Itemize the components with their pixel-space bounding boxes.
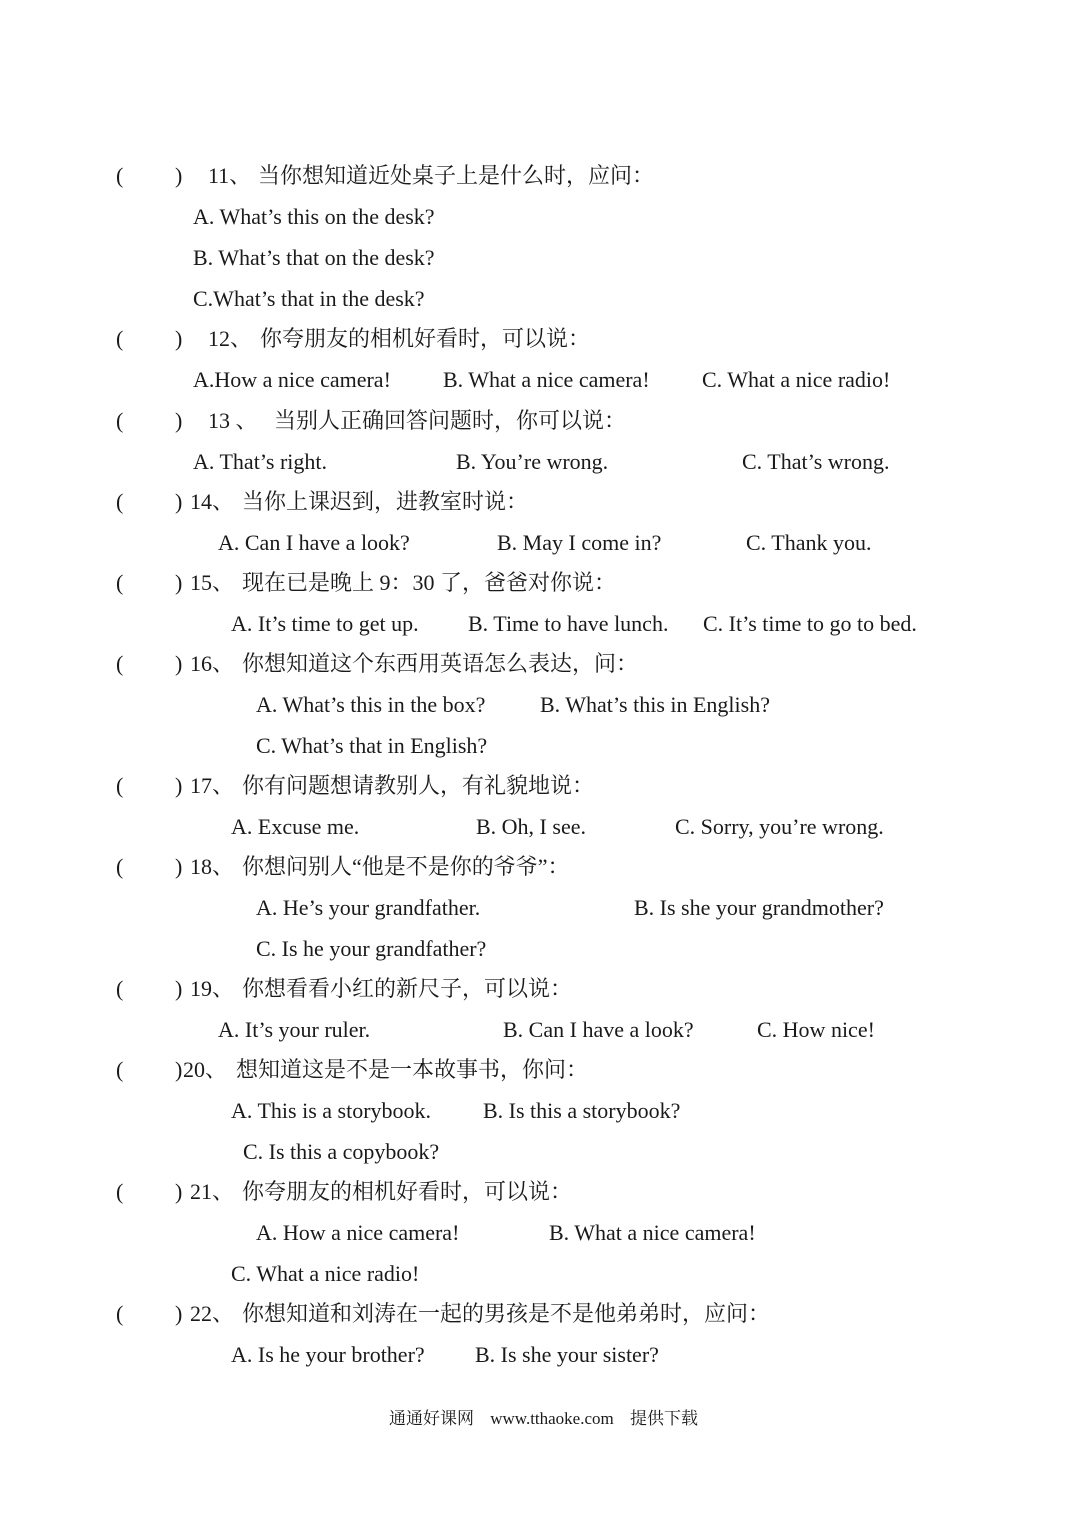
answer-paren-open: (: [116, 326, 124, 351]
answer-paren-close: ): [175, 408, 183, 433]
answer-paren-open: (: [116, 570, 124, 595]
answer-paren-open: (: [116, 1057, 124, 1082]
answer-paren-open: (: [116, 408, 124, 433]
option-b: B. What’s this in English?: [540, 692, 770, 717]
footer-suffix: 提供下载: [630, 1409, 699, 1428]
question-number: 14、: [190, 489, 235, 514]
option-a: A. It’s time to get up.: [231, 611, 419, 636]
option-b: B. Oh, I see.: [476, 814, 586, 839]
question-number: 11、: [208, 163, 252, 188]
question-number: 21、: [190, 1179, 235, 1204]
option-b: B. Can I have a look?: [503, 1017, 694, 1042]
question-number: 15、: [190, 570, 235, 595]
answer-paren-open: (: [116, 1301, 124, 1326]
question-prompt: 当你上课迟到，进教室时说：: [242, 489, 529, 514]
option-b: B. What a nice camera!: [443, 367, 650, 392]
option-c: C. What a nice radio!: [231, 1261, 420, 1286]
question-number: 18、: [190, 854, 235, 879]
option-a: A. Can I have a look?: [218, 530, 410, 555]
question-number: 17、: [190, 773, 235, 798]
question-prompt: 当你想知道近处桌子上是什么时，应问：: [258, 163, 655, 188]
option-b: B. Is this a storybook?: [483, 1098, 681, 1123]
answer-paren-close: ): [175, 326, 183, 351]
question-prompt: 你想看看小红的新尺子，可以说：: [242, 976, 573, 1001]
answer-paren-close: ): [175, 854, 183, 879]
option-c: C. It’s time to go to bed.: [703, 611, 917, 636]
option-c: C. How nice!: [757, 1017, 875, 1042]
option-a: A. It’s your ruler.: [218, 1017, 371, 1042]
question-prompt: 想知道这是不是一本故事书，你问：: [236, 1057, 589, 1082]
option-a: A. What’s this in the box?: [256, 692, 486, 717]
option-b: B. You’re wrong.: [456, 449, 609, 474]
question-prompt: 当别人正确回答问题时，你可以说：: [274, 408, 627, 433]
option-a: A. That’s right.: [193, 449, 328, 474]
question-prompt: 你有问题想请教别人，有礼貌地说：: [242, 773, 595, 798]
question-number: 16、: [190, 651, 235, 676]
question-number: 20、: [183, 1057, 228, 1082]
answer-paren-open: (: [116, 163, 124, 188]
option-c: C. What’s that in English?: [256, 733, 488, 758]
answer-paren-close: ): [175, 773, 183, 798]
answer-paren-open: (: [116, 651, 124, 676]
option-a: A. How a nice camera!: [256, 1220, 460, 1245]
answer-paren-close: ): [175, 163, 183, 188]
option-b: B. What’s that on the desk?: [193, 245, 435, 270]
answer-paren-close: ): [175, 1179, 183, 1204]
footer-site-name: 通通好课网: [388, 1409, 474, 1428]
option-b: B. Time to have lunch.: [468, 611, 669, 636]
option-a: A. Excuse me.: [231, 814, 360, 839]
question-number: 12、: [208, 326, 253, 351]
option-b: B. Is she your sister?: [475, 1342, 659, 1367]
question-prompt: 你想问别人“他是不是你的爷爷”：: [242, 854, 570, 879]
question-number: 19、: [190, 976, 235, 1001]
question-prompt: 你想知道这个东西用英语怎么表达，问：: [242, 651, 639, 676]
option-b: B. Is she your grandmother?: [634, 895, 884, 920]
answer-paren-close: ): [175, 976, 183, 1001]
option-c: C. What a nice radio!: [702, 367, 891, 392]
question-prompt: 你想知道和刘涛在一起的男孩是不是他弟弟时，应问：: [242, 1301, 771, 1326]
question-prompt: 你夸朋友的相机好看时，可以说：: [260, 326, 591, 351]
answer-paren-close: ): [175, 651, 183, 676]
option-a: A. Is he your brother?: [231, 1342, 425, 1367]
question-number: 13 、: [208, 408, 258, 433]
question-prompt: 你夸朋友的相机好看时，可以说：: [242, 1179, 573, 1204]
option-c: C. That’s wrong.: [742, 449, 890, 474]
question-number: 22、: [190, 1301, 235, 1326]
answer-paren-close: ): [175, 1057, 183, 1082]
answer-paren-close: ): [175, 570, 183, 595]
option-c: C. Is this a copybook?: [243, 1139, 440, 1164]
answer-paren-open: (: [116, 854, 124, 879]
footer-url: www.tthaoke.com: [490, 1409, 614, 1428]
answer-paren-open: (: [116, 773, 124, 798]
answer-paren-open: (: [116, 489, 124, 514]
option-b: B. May I come in?: [497, 530, 662, 555]
option-a: A. He’s your grandfather.: [256, 895, 481, 920]
option-c: C.What’s that in the desk?: [193, 286, 425, 311]
answer-paren-open: (: [116, 976, 124, 1001]
answer-paren-close: ): [175, 489, 183, 514]
page-footer: [0, 1408, 1087, 1430]
option-a: A.How a nice camera!: [193, 367, 391, 392]
question-prompt: 现在已是晚上 9：30 了，爸爸对你说：: [242, 570, 617, 595]
option-a: A. This is a storybook.: [231, 1098, 432, 1123]
option-b: B. What a nice camera!: [549, 1220, 756, 1245]
option-c: C. Is he your grandfather?: [256, 936, 487, 961]
option-a: A. What’s this on the desk?: [193, 204, 435, 229]
answer-paren-close: ): [175, 1301, 183, 1326]
option-c: C. Sorry, you’re wrong.: [675, 814, 884, 839]
option-c: C. Thank you.: [746, 530, 872, 555]
answer-paren-open: (: [116, 1179, 124, 1204]
